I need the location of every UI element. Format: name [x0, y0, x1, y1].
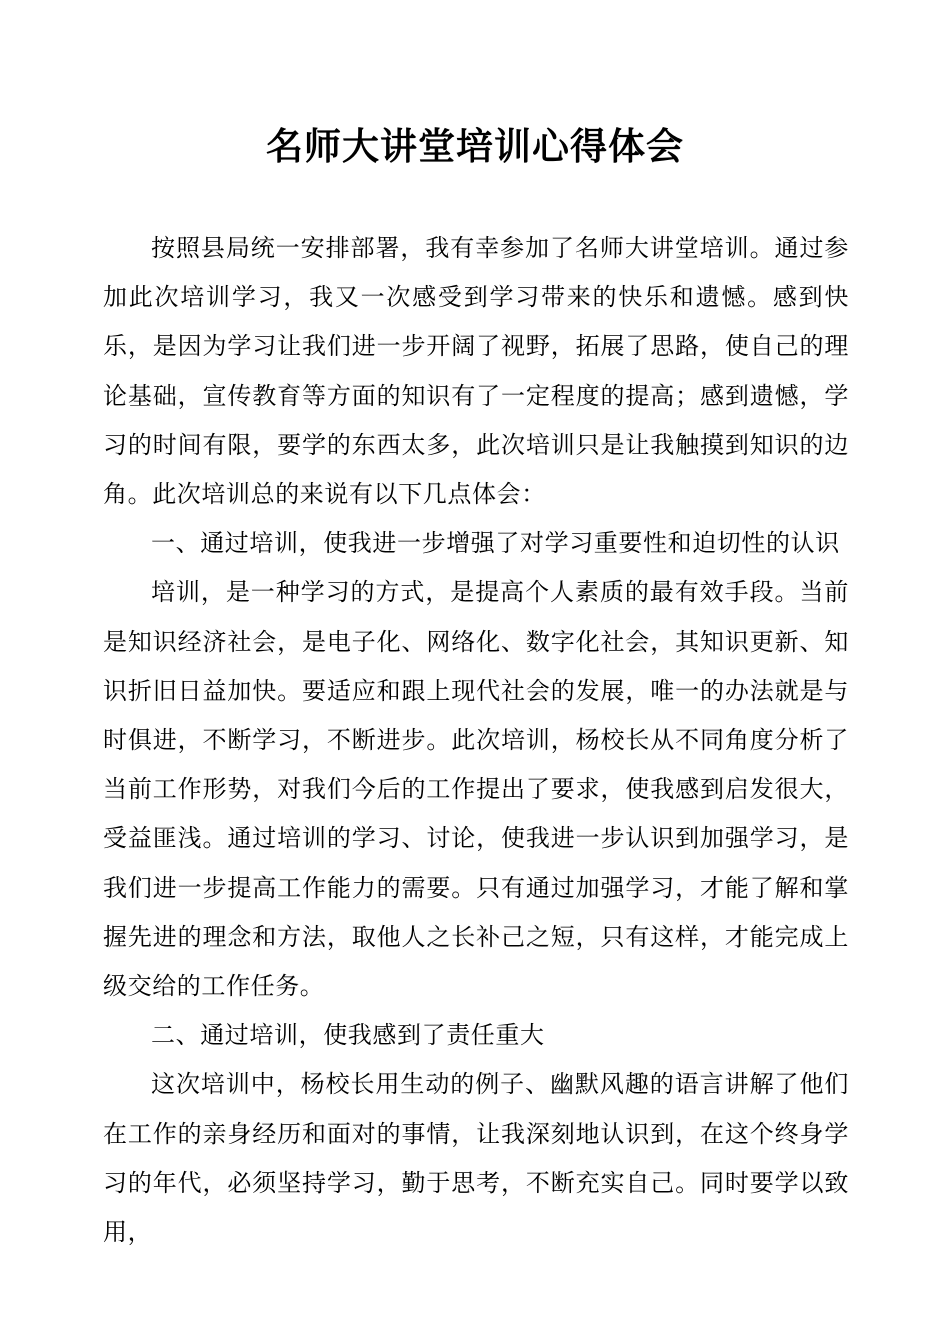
- section-1-paragraph: 培训，是一种学习的方式，是提高个人素质的最有效手段。当前是知识经济社会，是电子化、网络化、数字化社会，其知识更新、知识折旧日益加快。要适应和跟上现代社会的发展，唯一的办法就是与时俱进，不断学习，不断进步。此次培训，杨校长从不同角度分析了当前工作形势，对我们今后的工作提出了要求，使我感到启发很大，受益匪浅。通过培训的学习、讨论，使我进一步认识到加强学习，是我们进一步提高工作能力的需要。只有通过加强学习，才能了解和掌握先进的理念和方法，取他人之长补己之短，只有这样，才能完成上级交给的工作任务。: [103, 578, 849, 1001]
- document-body: [103, 224, 849, 1257]
- section-heading-2: 二、通过培训，使我感到了责任重大: [151, 1021, 545, 1050]
- intro-paragraph: 按照县局统一安排部署，我有幸参加了名师大讲堂培训。通过参加此次培训学习，我又一次感受到学习带来的快乐和遗憾。感到快乐，是因为学习让我们进一步开阔了视野，拓展了思路，使自己的理论基础，宣传教育等方面的知识有了一定程度的提高；感到遗憾，学习的时间有限，要学的东西太多，此次培训只是让我触摸到知识的边角。此次培训总的来说有以下几点体会：: [103, 234, 849, 509]
- document-title: 名师大讲堂培训心得体会: [266, 124, 684, 168]
- section-heading-1: 一、通过培训，使我进一步增强了对学习重要性和迫切性的认识: [151, 529, 840, 558]
- section-2-paragraph: 这次培训中，杨校长用生动的例子、幽默风趣的语言讲解了他们在工作的亲身经历和面对的事情，让我深刻地认识到，在这个终身学习的年代，必须坚持学习，勤于思考，不断充实自己。同时要学以致用，: [103, 1070, 849, 1247]
